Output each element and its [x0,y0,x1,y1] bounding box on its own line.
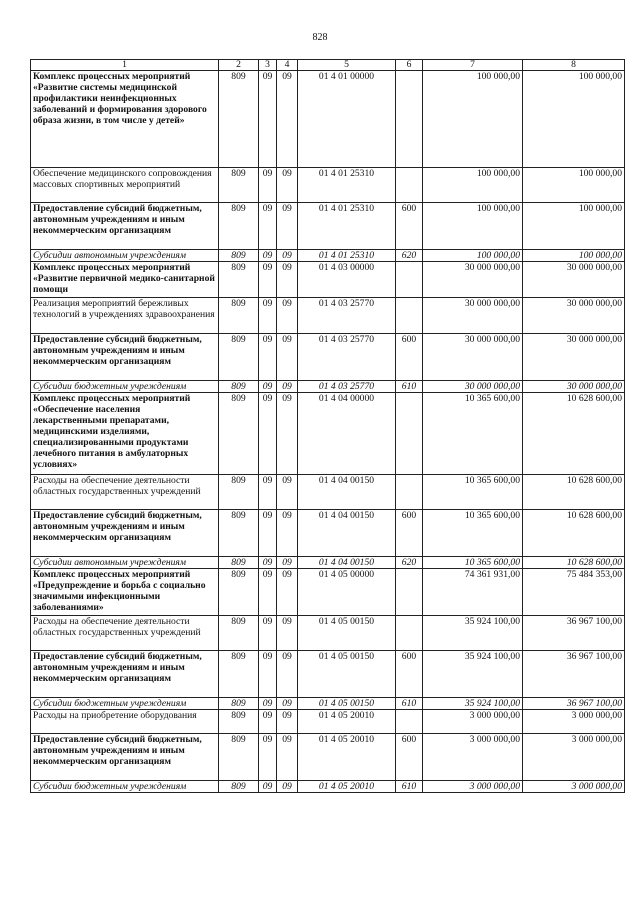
row-name-cell: Расходы на приобретение оборудования [31,710,219,734]
code-section-cell: 09 [259,734,277,781]
column-header: 3 [259,60,277,71]
row-name-cell: Реализация мероприятий бережливых технологий в учреждениях здравоохранения [31,298,219,334]
target-article-cell: 01 4 01 25310 [298,168,396,203]
amount-year1-cell: 100 000,00 [423,250,523,262]
row-name-cell: Расходы на обеспечение деятельности областных государственных учреждений [31,616,219,651]
target-article-cell: 01 4 04 00150 [298,510,396,557]
table-row [31,250,625,262]
code-main-cell: 809 [219,298,259,334]
amount-year1-cell: 10 365 600,00 [423,393,523,475]
code-subsection-cell: 09 [277,393,298,475]
expense-type-cell: 600 [396,334,423,381]
code-subsection-cell: 09 [277,557,298,569]
expense-type-cell [396,569,423,616]
code-main-cell: 809 [219,203,259,250]
column-header: 8 [523,60,625,71]
expense-type-cell [396,262,423,298]
code-subsection-cell: 09 [277,71,298,168]
amount-year1-cell: 35 924 100,00 [423,651,523,698]
expense-type-cell: 610 [396,381,423,393]
table-row [31,734,625,781]
code-subsection-cell: 09 [277,734,298,781]
row-name-cell: Предоставление субсидий бюджетным, автономным учреждениям и иным некоммерческим организациям [31,334,219,381]
code-section-cell: 09 [259,698,277,710]
target-article-cell: 01 4 04 00150 [298,557,396,569]
code-subsection-cell: 09 [277,510,298,557]
code-section-cell: 09 [259,262,277,298]
target-article-cell: 01 4 03 00000 [298,262,396,298]
code-section-cell: 09 [259,616,277,651]
expense-type-cell [396,168,423,203]
row-name-cell: Обеспечение медицинского сопровождения массовых спортивных мероприятий [31,168,219,203]
code-subsection-cell: 09 [277,298,298,334]
table-row [31,510,625,557]
code-main-cell: 809 [219,71,259,168]
row-name-cell: Предоставление субсидий бюджетным, автономным учреждениям и иным некоммерческим организациям [31,510,219,557]
target-article-cell: 01 4 05 20010 [298,734,396,781]
amount-year2-cell: 10 628 600,00 [523,510,625,557]
amount-year2-cell: 3 000 000,00 [523,734,625,781]
amount-year1-cell: 10 365 600,00 [423,475,523,510]
row-name-cell: Субсидии автономным учреждениям [31,250,219,262]
code-main-cell: 809 [219,734,259,781]
table-row [31,71,625,168]
code-section-cell: 09 [259,651,277,698]
expense-type-cell [396,393,423,475]
code-subsection-cell: 09 [277,262,298,298]
table-row [31,781,625,793]
code-subsection-cell: 09 [277,651,298,698]
code-main-cell: 809 [219,250,259,262]
code-subsection-cell: 09 [277,475,298,510]
target-article-cell: 01 4 05 20010 [298,781,396,793]
code-main-cell: 809 [219,393,259,475]
budget-table [30,59,625,793]
table-row [31,569,625,616]
amount-year1-cell: 10 365 600,00 [423,510,523,557]
amount-year2-cell: 36 967 100,00 [523,616,625,651]
code-section-cell: 09 [259,71,277,168]
table-row [31,710,625,734]
amount-year1-cell: 3 000 000,00 [423,710,523,734]
table-row [31,698,625,710]
code-main-cell: 809 [219,710,259,734]
code-subsection-cell: 09 [277,381,298,393]
expense-type-cell [396,298,423,334]
row-name-cell: Предоставление субсидий бюджетным, автономным учреждениям и иным некоммерческим организациям [31,203,219,250]
amount-year1-cell: 3 000 000,00 [423,734,523,781]
code-main-cell: 809 [219,616,259,651]
amount-year2-cell: 30 000 000,00 [523,334,625,381]
code-section-cell: 09 [259,298,277,334]
column-header: 5 [298,60,396,71]
code-section-cell: 09 [259,250,277,262]
amount-year1-cell: 30 000 000,00 [423,381,523,393]
row-name-cell: Комплекс процессных мероприятий «Развитие первичной медико-санитарной помощи [31,262,219,298]
amount-year1-cell: 10 365 600,00 [423,557,523,569]
code-subsection-cell: 09 [277,781,298,793]
amount-year2-cell: 30 000 000,00 [523,298,625,334]
amount-year2-cell: 3 000 000,00 [523,781,625,793]
code-section-cell: 09 [259,510,277,557]
expense-type-cell: 600 [396,203,423,250]
amount-year1-cell: 35 924 100,00 [423,698,523,710]
target-article-cell: 01 4 05 20010 [298,710,396,734]
target-article-cell: 01 4 03 25770 [298,381,396,393]
expense-type-cell [396,71,423,168]
table-row [31,381,625,393]
amount-year2-cell: 75 484 353,00 [523,569,625,616]
row-name-cell: Предоставление субсидий бюджетным, автономным учреждениям и иным некоммерческим организациям [31,651,219,698]
code-section-cell: 09 [259,781,277,793]
code-subsection-cell: 09 [277,710,298,734]
amount-year1-cell: 100 000,00 [423,168,523,203]
code-subsection-cell: 09 [277,334,298,381]
row-name-cell: Комплекс процессных мероприятий «Предупреждение и борьба с социально значимыми инфекционными заболеваниями» [31,569,219,616]
table-row [31,168,625,203]
amount-year2-cell: 30 000 000,00 [523,262,625,298]
code-main-cell: 809 [219,262,259,298]
code-main-cell: 809 [219,569,259,616]
row-name-cell: Субсидии бюджетным учреждениям [31,381,219,393]
amount-year2-cell: 30 000 000,00 [523,381,625,393]
code-subsection-cell: 09 [277,250,298,262]
amount-year2-cell: 36 967 100,00 [523,698,625,710]
expense-type-cell: 610 [396,781,423,793]
table-row [31,557,625,569]
expense-type-cell [396,616,423,651]
expense-type-cell: 600 [396,734,423,781]
code-main-cell: 809 [219,557,259,569]
expense-type-cell: 620 [396,557,423,569]
code-section-cell: 09 [259,710,277,734]
amount-year2-cell: 100 000,00 [523,250,625,262]
code-main-cell: 809 [219,781,259,793]
amount-year1-cell: 74 361 931,00 [423,569,523,616]
code-subsection-cell: 09 [277,168,298,203]
row-name-cell: Комплекс процессных мероприятий «Развитие системы медицинской профилактики неинфекционных заболеваний и формирования здорового образа жизни, в том числе у детей» [31,71,219,168]
target-article-cell: 01 4 03 25770 [298,298,396,334]
expense-type-cell: 600 [396,651,423,698]
code-section-cell: 09 [259,168,277,203]
code-main-cell: 809 [219,510,259,557]
table-row [31,298,625,334]
target-article-cell: 01 4 05 00150 [298,698,396,710]
column-header: 6 [396,60,423,71]
target-article-cell: 01 4 04 00000 [298,393,396,475]
row-name-cell: Субсидии автономным учреждениям [31,557,219,569]
amount-year2-cell: 100 000,00 [523,71,625,168]
target-article-cell: 01 4 05 00150 [298,651,396,698]
amount-year2-cell: 10 628 600,00 [523,557,625,569]
target-article-cell: 01 4 01 00000 [298,71,396,168]
code-subsection-cell: 09 [277,203,298,250]
code-section-cell: 09 [259,475,277,510]
table-row [31,616,625,651]
code-section-cell: 09 [259,393,277,475]
table-row [31,475,625,510]
table-row [31,203,625,250]
amount-year2-cell: 3 000 000,00 [523,710,625,734]
amount-year2-cell: 10 628 600,00 [523,393,625,475]
code-subsection-cell: 09 [277,698,298,710]
amount-year2-cell: 100 000,00 [523,203,625,250]
code-main-cell: 809 [219,168,259,203]
row-name-cell: Предоставление субсидий бюджетным, автономным учреждениям и иным некоммерческим организациям [31,734,219,781]
amount-year2-cell: 36 967 100,00 [523,651,625,698]
code-section-cell: 09 [259,557,277,569]
table-row [31,334,625,381]
expense-type-cell [396,475,423,510]
expense-type-cell: 620 [396,250,423,262]
target-article-cell: 01 4 03 25770 [298,334,396,381]
code-main-cell: 809 [219,381,259,393]
header-row [31,60,625,71]
amount-year1-cell: 100 000,00 [423,71,523,168]
amount-year2-cell: 10 628 600,00 [523,475,625,510]
code-section-cell: 09 [259,203,277,250]
code-subsection-cell: 09 [277,616,298,651]
row-name-cell: Комплекс процессных мероприятий «Обеспечение населения лекарственными препаратами, медицинскими изделиями, специализированными продуктами лечебного питания в амбулаторных условиях» [31,393,219,475]
target-article-cell: 01 4 05 00150 [298,616,396,651]
table-row [31,262,625,298]
target-article-cell: 01 4 01 25310 [298,203,396,250]
code-subsection-cell: 09 [277,569,298,616]
code-main-cell: 809 [219,475,259,510]
target-article-cell: 01 4 04 00150 [298,475,396,510]
column-header: 2 [219,60,259,71]
code-section-cell: 09 [259,569,277,616]
amount-year1-cell: 3 000 000,00 [423,781,523,793]
amount-year1-cell: 30 000 000,00 [423,262,523,298]
code-section-cell: 09 [259,381,277,393]
target-article-cell: 01 4 05 00000 [298,569,396,616]
row-name-cell: Субсидии бюджетным учреждениям [31,698,219,710]
amount-year1-cell: 100 000,00 [423,203,523,250]
column-header: 4 [277,60,298,71]
column-header: 1 [31,60,219,71]
amount-year1-cell: 30 000 000,00 [423,298,523,334]
column-header: 7 [423,60,523,71]
table-row [31,393,625,475]
code-main-cell: 809 [219,698,259,710]
expense-type-cell [396,710,423,734]
code-main-cell: 809 [219,334,259,381]
row-name-cell: Расходы на обеспечение деятельности областных государственных учреждений [31,475,219,510]
expense-type-cell: 600 [396,510,423,557]
code-section-cell: 09 [259,334,277,381]
table-row [31,651,625,698]
code-main-cell: 809 [219,651,259,698]
amount-year2-cell: 100 000,00 [523,168,625,203]
expense-type-cell: 610 [396,698,423,710]
row-name-cell: Субсидии бюджетным учреждениям [31,781,219,793]
amount-year1-cell: 30 000 000,00 [423,334,523,381]
page-number: 828 [312,32,328,43]
target-article-cell: 01 4 01 25310 [298,250,396,262]
amount-year1-cell: 35 924 100,00 [423,616,523,651]
